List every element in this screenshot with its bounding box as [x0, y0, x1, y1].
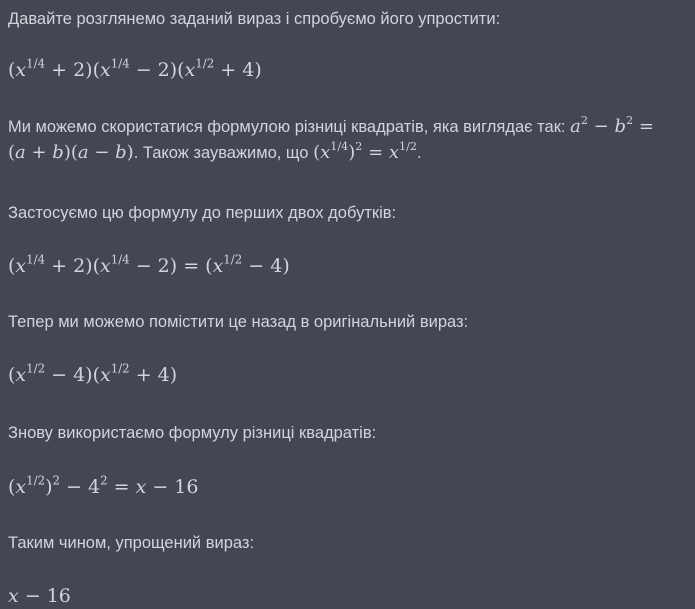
- also-note-text: . Також зауважимо, що: [133, 144, 314, 162]
- diff-squares-prefix: Ми можемо скористатися формулою різниці квадратів, яка виглядає так:: [8, 118, 571, 136]
- apply-again-text: Знову використаємо формулу різниці квадратів:: [8, 424, 377, 442]
- apply-formula-text: Застосуємо цю формулу до перших двох добутків:: [8, 204, 397, 222]
- math-expression-result: x − 16: [8, 585, 71, 607]
- math-inline-formula-part1: $a^2 - b^2$ =: [570, 113, 654, 137]
- math-expression-original: $(x^{1/4} + 2)(x^{1/4} - 2)(x^{1/2} + 4)$: [8, 56, 262, 81]
- conclusion-text: Таким чином, упрощений вираз:: [8, 534, 255, 552]
- diff-squares-explanation: Ми можемо скористатися формулою різниці квадратів, яка виглядає так: $a^2 - b^2$ = (a + b)(a − b). Також зауважимо, що $(x^{1/4})^2 = x^{1/2}$.: [8, 113, 654, 163]
- math-inline-power-rule: $(x^{1/4})^2 = x^{1/2}$: [313, 139, 418, 163]
- math-inline-formula-part2: (a + b)(a − b): [8, 142, 134, 163]
- math-expression-first-product: $(x^{1/4} + 2)(x^{1/4} - 2) = (x^{1/2} - 4)$: [8, 252, 290, 277]
- math-expression-second-product: $(x^{1/2})^2 - 4^2 = x - 16$: [8, 473, 199, 498]
- substitute-back-text: Тепер ми можемо помістити це назад в оригінальний вираз:: [8, 313, 469, 331]
- math-expression-substituted: $(x^{1/2} - 4)(x^{1/2} + 4)$: [8, 361, 178, 386]
- intro-text: Давайте розглянемо заданий вираз і спробуємо його упростити:: [8, 10, 501, 28]
